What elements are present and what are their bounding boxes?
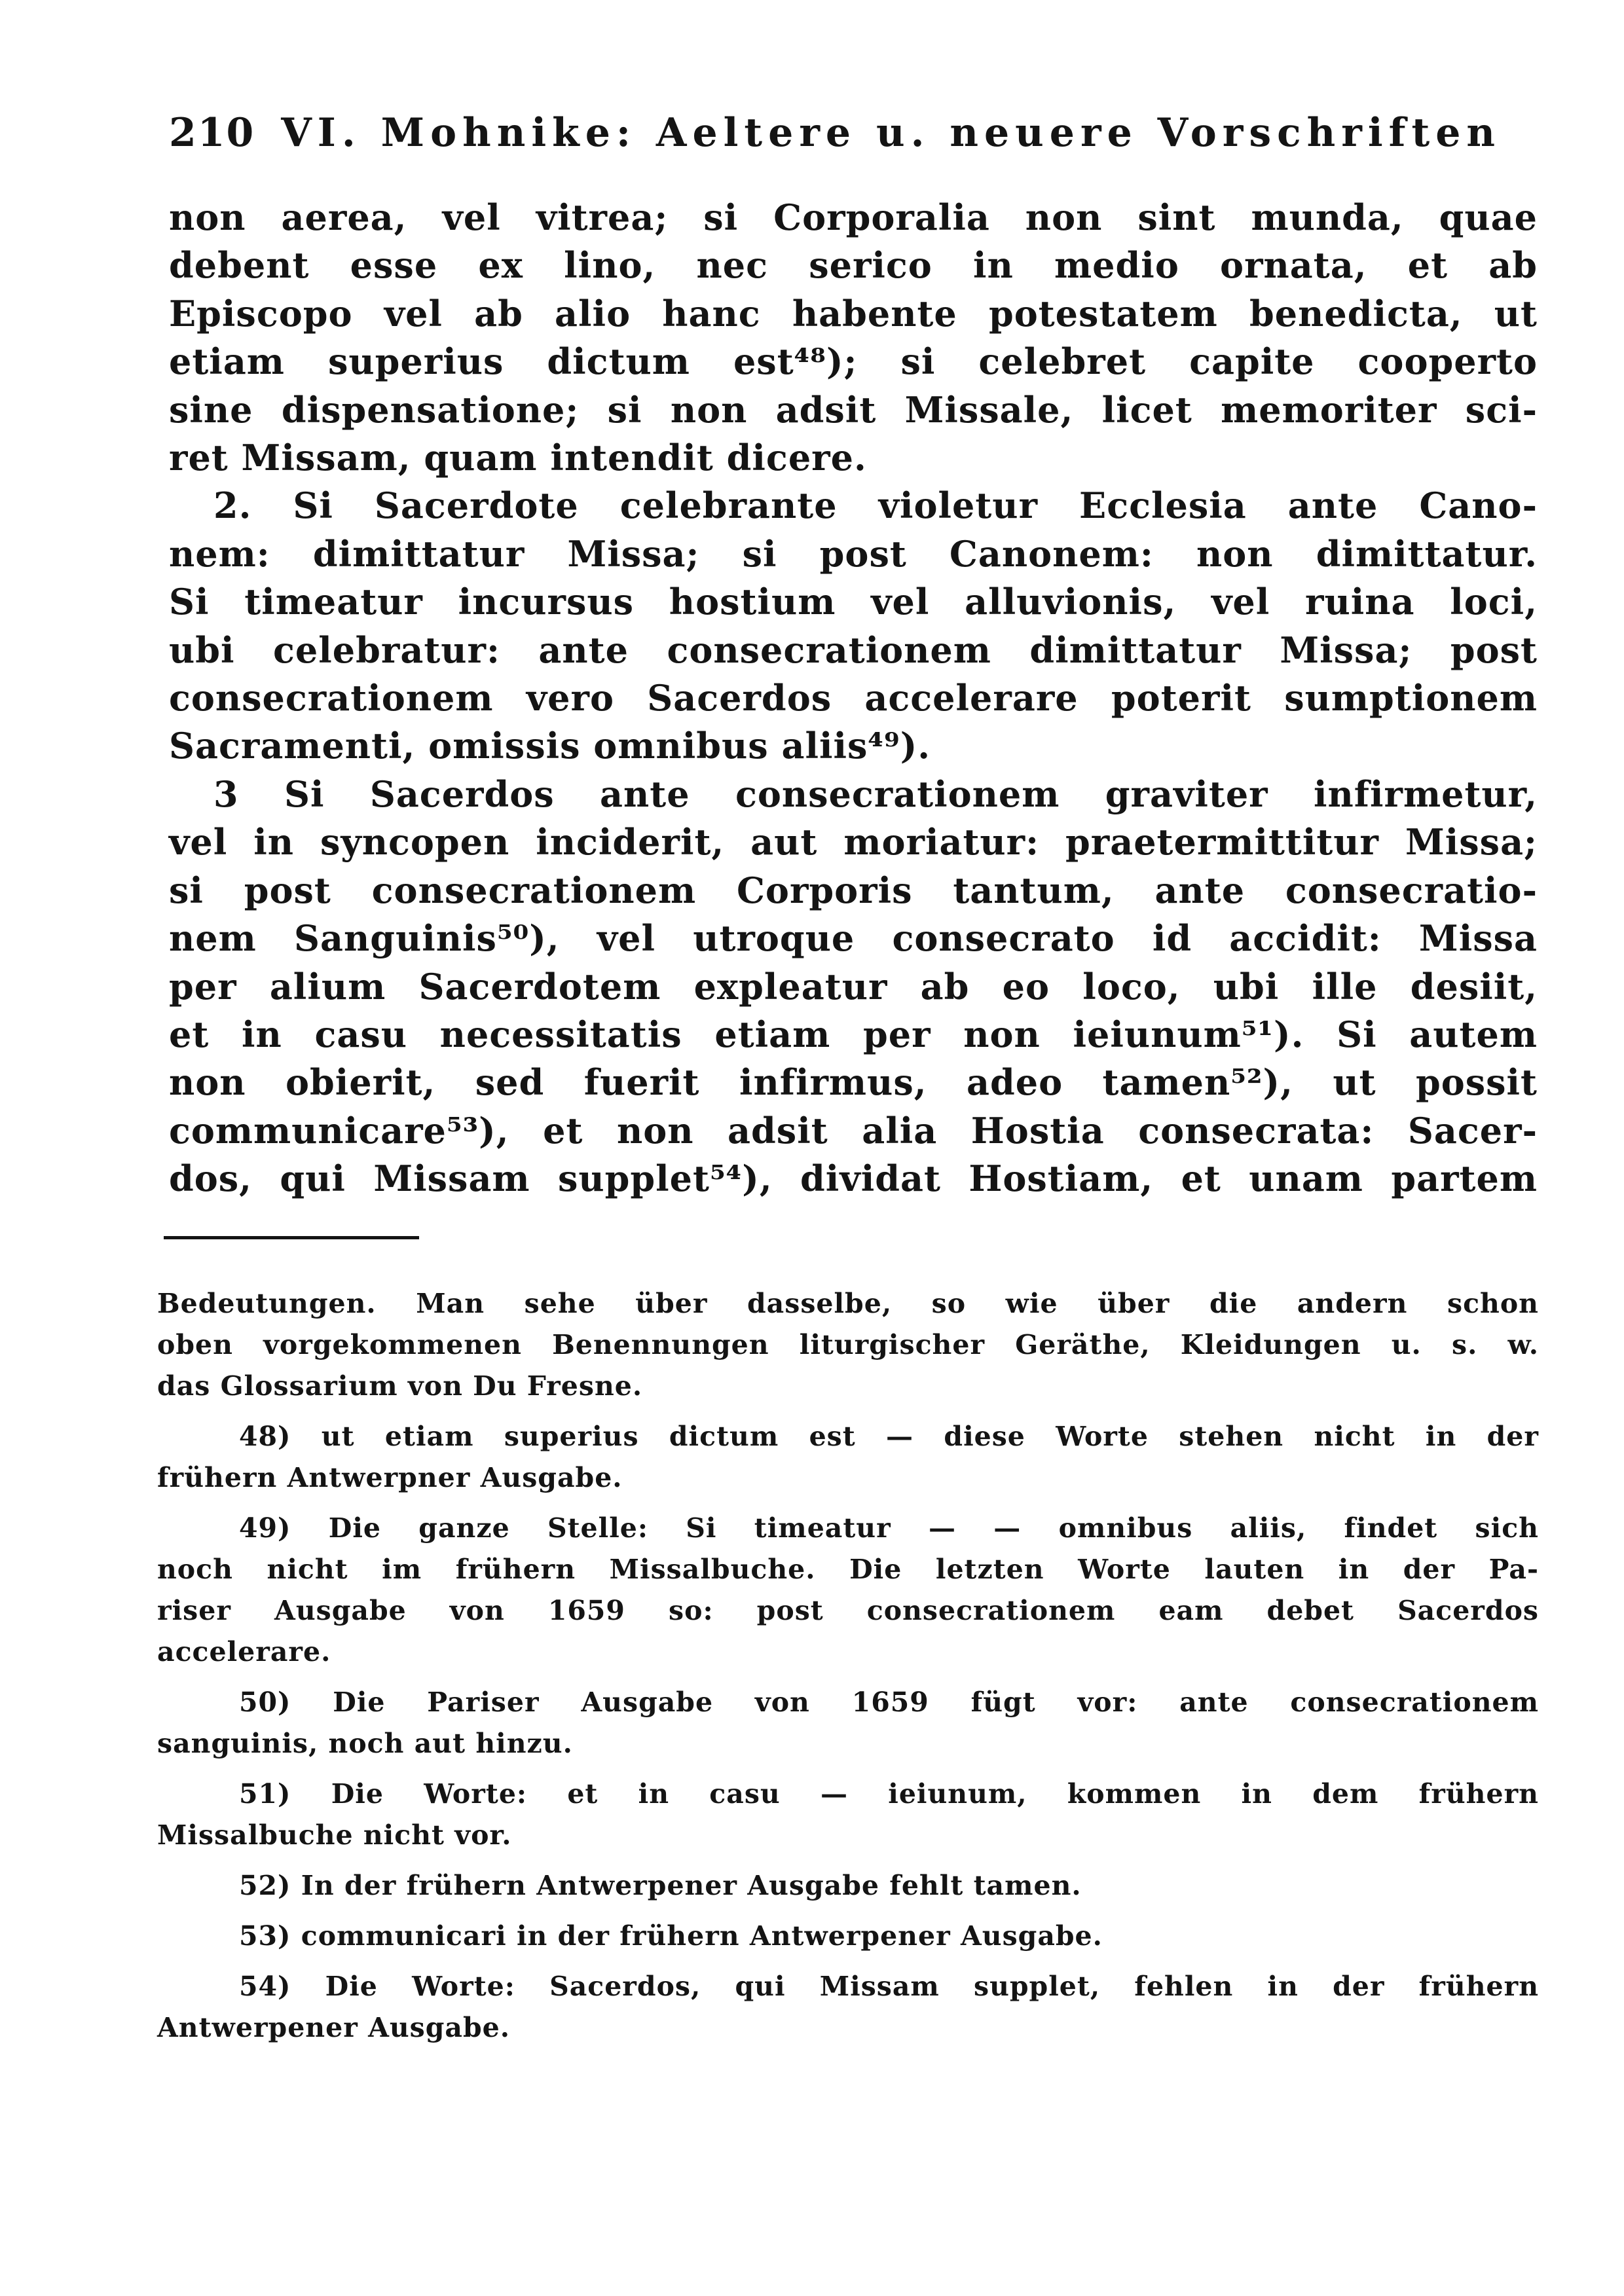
text-line: ret Missam, quam intendit dicere.: [169, 437, 867, 479]
footnote-line: 52) In der frühern Antwerpener Ausgabe fehlt tamen.: [239, 1870, 1082, 1901]
header-title: VI. Mohnike: Aeltere u. neuere Vorschriften: [281, 110, 1501, 156]
footnote-50: [157, 1682, 1539, 1764]
text-line: Episcopo vel ab alio hanc habente potestatem benedicta, ut: [169, 292, 1538, 335]
footnote-48: [157, 1416, 1539, 1499]
footnote-line: accelerare.: [157, 1636, 331, 1667]
footnote-line: 49) Die ganze Stelle: Si timeatur — — omnibus aliis, findet sich: [239, 1512, 1539, 1544]
paragraph-start-line: 3 Si Sacerdos ante consecrationem graviter infirmetur,: [213, 773, 1538, 815]
footnote-line: 50) Die Pariser Ausgabe von 1659 fügt vor: ante consecrationem: [239, 1686, 1539, 1718]
text-line: si post consecrationem Corporis tantum, ante consecratio-: [169, 869, 1538, 911]
text-line: nem Sanguinis⁵⁰), vel utroque consecrato id accidit: Missa: [169, 917, 1538, 960]
footnotes: [157, 1283, 1539, 2058]
running-header: [169, 110, 1544, 175]
footnote-line: Bedeutungen. Man sehe über dasselbe, so wie über die andern schon: [157, 1288, 1539, 1319]
footnote-continuation: [157, 1283, 1539, 1407]
text-line: consecrationem vero Sacerdos accelerare poterit sumptionem: [169, 677, 1538, 720]
text-line: communicare⁵³), et non adsit alia Hostia consecrata: Sacer-: [169, 1109, 1538, 1152]
text-line: non aerea, vel vitrea; si Corporalia non sint munda, quae: [169, 196, 1538, 238]
footnote-line: 54) Die Worte: Sacerdos, qui Missam supplet, fehlen in der frühern: [239, 1971, 1539, 2002]
text-line: Si timeatur incursus hostium vel alluvionis, vel ruina loci,: [169, 581, 1538, 623]
footnote-line: das Glossarium von Du Fresne.: [157, 1370, 643, 1402]
footnote-line: 48) ut etiam superius dictum est — diese Worte stehen nicht in der: [239, 1421, 1539, 1452]
main-text: [169, 194, 1538, 1203]
text-line: non obierit, sed fuerit infirmus, adeo tamen⁵²), ut possit: [169, 1061, 1538, 1104]
text-line: etiam superius dictum est⁴⁸); si celebret capite cooperto: [169, 340, 1538, 383]
text-line: Sacramenti, omissis omnibus aliis⁴⁹).: [169, 725, 931, 767]
text-line: et in casu necessitatis etiam per non ieiunum⁵¹). Si autem: [169, 1013, 1538, 1055]
footnote-line: frühern Antwerpner Ausgabe.: [157, 1462, 623, 1493]
text-line: nem: dimittatur Missa; si post Canonem: non dimittatur.: [169, 532, 1538, 575]
footnote-53: [157, 1916, 1539, 1957]
text-line: ubi celebratur: ante consecrationem dimittatur Missa; post: [169, 629, 1538, 671]
footnote-line: 53) communicari in der frühern Antwerpener Ausgabe.: [239, 1920, 1103, 1952]
text-line: debent esse ex lino, nec serico in medio ornata, et ab: [169, 244, 1538, 287]
footnote-line: Antwerpener Ausgabe.: [157, 2012, 511, 2043]
text-line: vel in syncopen inciderit, aut moriatur: praetermittitur Missa;: [169, 821, 1538, 864]
footnote-49: [157, 1508, 1539, 1673]
text-line: sine dispensatione; si non adsit Missale, licet memoriter sci-: [169, 388, 1538, 431]
footnote-line: Missalbuche nicht vor.: [157, 1819, 512, 1851]
page-number: 210: [169, 110, 255, 156]
footnote-line: sanguinis, noch aut hinzu.: [157, 1728, 573, 1759]
paragraph-start-line: 2. Si Sacerdote celebrante violetur Ecclesia ante Cano-: [213, 484, 1538, 527]
footnote-51: [157, 1774, 1539, 1856]
footnote-52: [157, 1865, 1539, 1906]
text-line: dos, qui Missam supplet⁵⁴), dividat Hostiam, et unam partem: [169, 1157, 1538, 1200]
footnote-line: oben vorgekommenen Benennungen liturgischer Geräthe, Kleidungen u. s. w.: [157, 1329, 1539, 1360]
footnote-separator: [164, 1236, 419, 1239]
footnote-54: [157, 1966, 1539, 2049]
footnote-line: riser Ausgabe von 1659 so: post consecrationem eam debet Sacerdos: [157, 1595, 1539, 1626]
text-line: per alium Sacerdotem expleatur ab eo loco, ubi ille desiit,: [169, 965, 1538, 1008]
footnote-line: noch nicht im frühern Missalbuche. Die letzten Worte lauten in der Pa-: [157, 1554, 1539, 1585]
footnote-line: 51) Die Worte: et in casu — ieiunum, kommen in dem frühern: [239, 1778, 1539, 1810]
